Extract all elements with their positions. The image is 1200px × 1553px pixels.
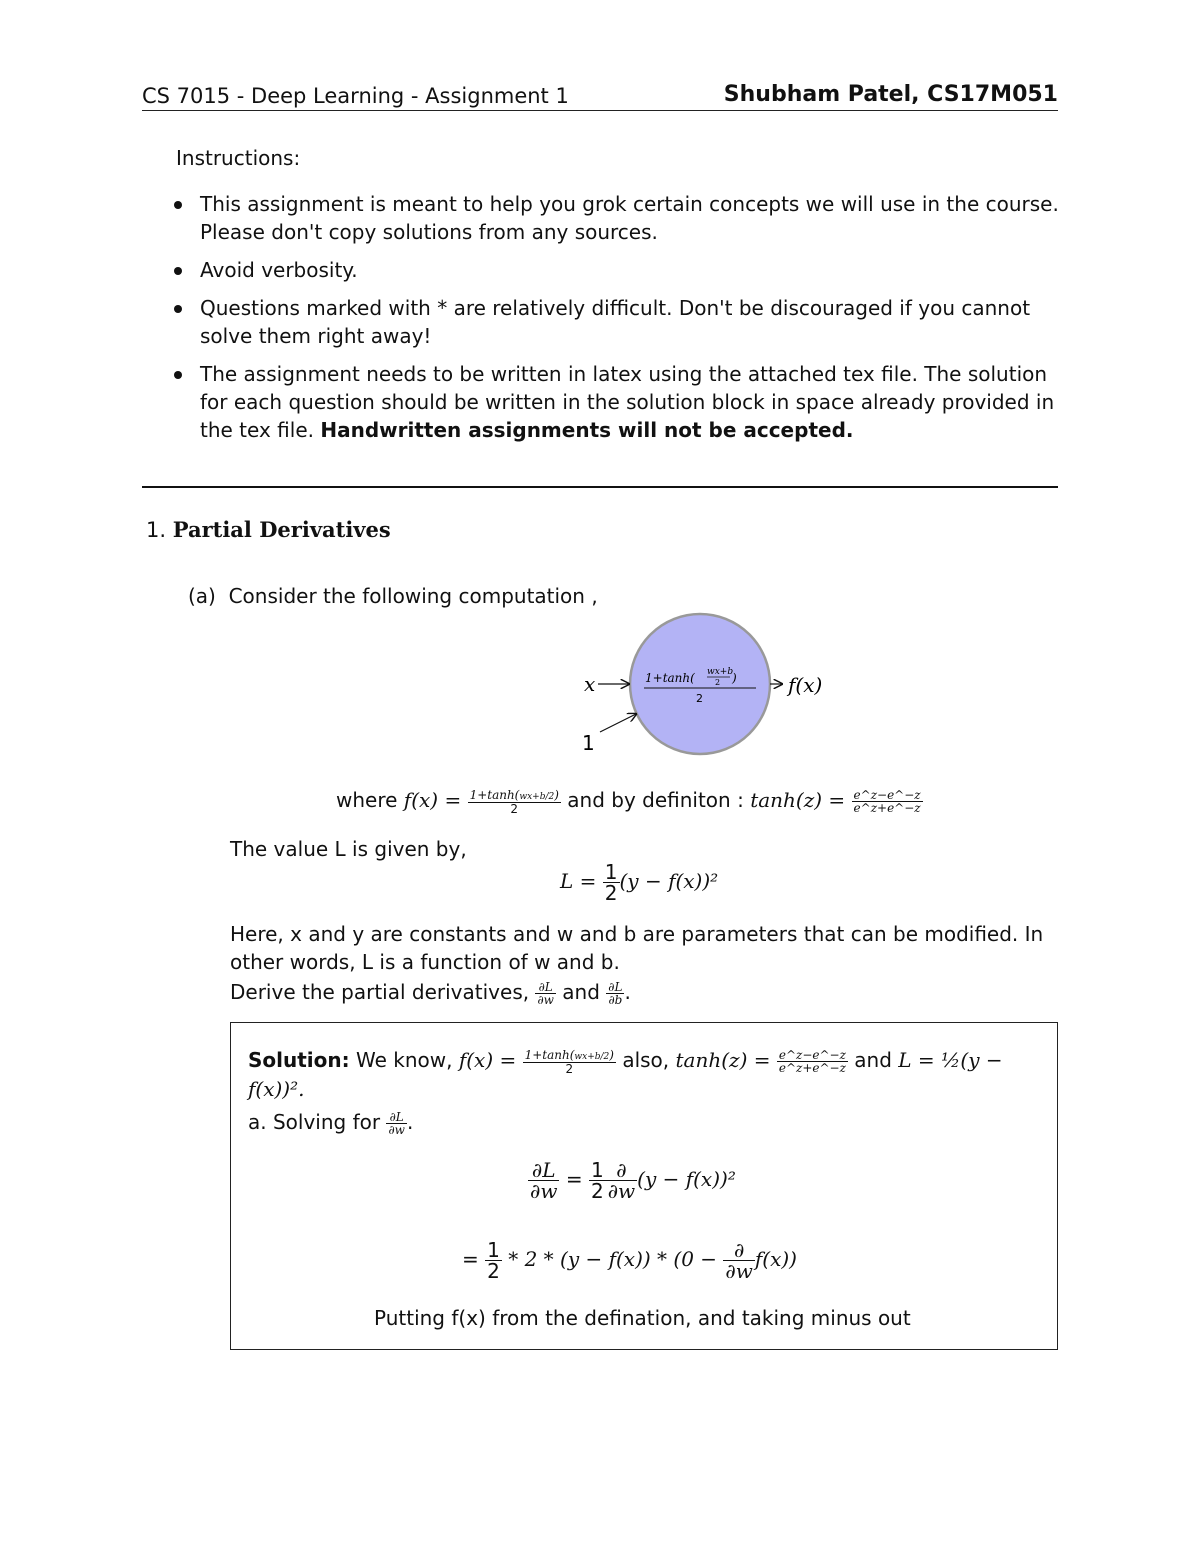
input-x-label: x	[584, 672, 596, 696]
instructions-title: Instructions:	[176, 146, 301, 170]
where-definition: where f(x) = $\frac{1+\tanh(wx+b/2)}{2}$ and by definiton : tanh(z) = $\frac{e\^{}z-e\^{}-z}{e\^{}z+e\^{}-z}$	[336, 787, 921, 816]
solution-note: Putting f(x) from the defination, and taking minus out	[374, 1306, 911, 1330]
header-author: Shubham Patel, CS17M051	[723, 82, 1058, 107]
instruction-bold-note: Handwritten assignments will not be accepted.	[320, 418, 854, 442]
L-equation: L = $\frac{1}{2}$ (y − f(x))²	[560, 860, 719, 905]
instruction-item: This assignment is meant to help you grok certain concepts we will use in the course. Please don't copy solutions from any sources.	[170, 190, 1060, 246]
params-text: Here, x and y are constants and w and b are parameters that can be modified. In other words, L is a function of w and b.	[230, 922, 1044, 974]
L-intro: The value L is given by,	[230, 837, 467, 861]
input-bias-arrow	[600, 714, 636, 732]
header-course-title: CS 7015 - Deep Learning - Assignment 1	[142, 84, 569, 108]
derive-text: Derive the partial derivatives, $\frac{\partial L}{\partial w}$ and $\frac{\partial L}{\partial b}$ .	[230, 980, 631, 1007]
solution-equation-2: = $\frac{1}{2}$ * 2 * (y − f(x)) * (0 − $\frac{\partial}{\partial w}$ f(x))	[462, 1238, 797, 1283]
node-formula-inner-num: wx+b	[707, 667, 734, 677]
solution-step-a: a. Solving for $\frac{\partial L}{\partial w}$ .	[248, 1110, 414, 1137]
node-formula-denominator: 2	[696, 692, 703, 705]
solution-equation-1: $\frac{\partial L}{\partial w}$ = $\frac{1}{2}$ $\frac{\partial}{\partial w}$ (y − f(x))²	[530, 1158, 736, 1203]
solution-intro: Solution: We know, f(x) = $\frac{1+\tanh(wx+b/2)}{2}$ also, tanh(z) = $\frac{e\^{}z-e\^{}-z}{e\^{}z+e\^{}-z}$ and L = ½(y − f(x))².	[248, 1047, 1003, 1101]
header-divider	[142, 110, 1058, 111]
question-title: 1. Partial Derivatives	[146, 517, 391, 542]
node-formula-numerator: 1+tanh(	[645, 671, 695, 685]
node-formula-inner-den: 2	[715, 678, 721, 687]
question-part-a: (a) Consider the following computation ,	[188, 584, 598, 608]
instruction-item: Questions marked with * are relatively difficult. Don't be discouraged if you cannot solve them right away!	[170, 294, 1060, 350]
instruction-item: The assignment needs to be written in latex using the attached tex file. The solution for each question should be written in the solution block in space already provided in the tex file. Handwritten assignments will not be accepted.	[170, 360, 1060, 444]
instructions-list	[170, 190, 1060, 454]
section-divider	[142, 486, 1058, 488]
instruction-item: Avoid verbosity.	[170, 256, 1060, 284]
computation-diagram	[570, 608, 850, 758]
input-bias-label: 1	[582, 731, 595, 755]
output-label: f(x)	[788, 673, 823, 697]
node-formula-close: )	[732, 671, 737, 685]
